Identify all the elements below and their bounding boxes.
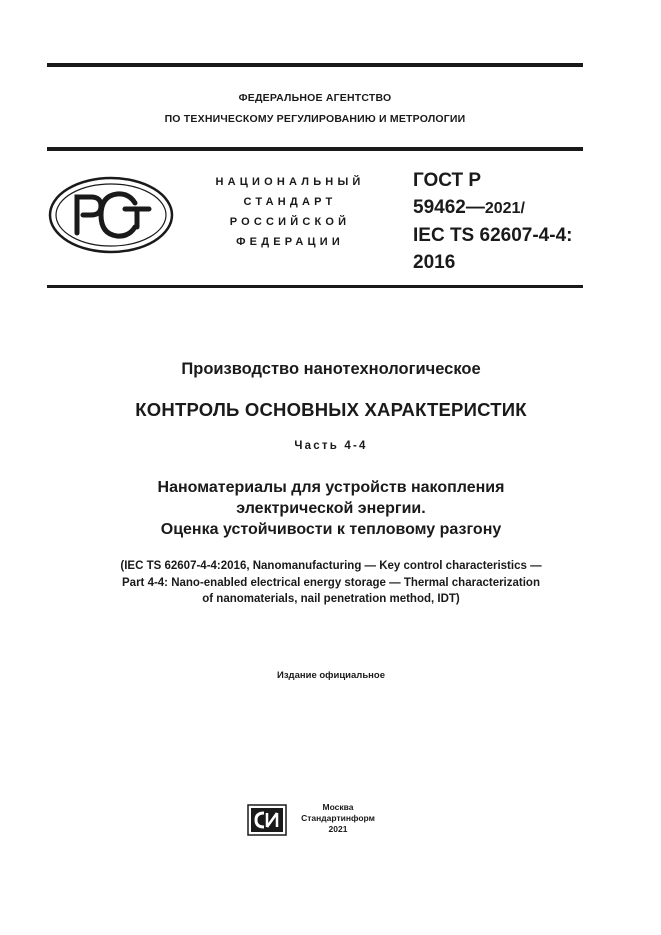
header-rule <box>47 147 583 151</box>
national-standard-line-2: СТАНДАРТ <box>243 196 337 208</box>
national-standard-line-1: НАЦИОНАЛЬНЫЙ <box>215 176 365 188</box>
designation-year: 2021/ <box>484 200 525 217</box>
designation-line-3: IEC TS 62607-4-4: <box>413 225 573 246</box>
designation-line-1: ГОСТ Р <box>413 170 482 191</box>
publisher-name: Стандартинформ <box>301 813 375 823</box>
national-standard-line-4: ФЕДЕРАЦИИ <box>236 236 344 248</box>
iec-line-3: of nanomaterials, nail penetration method, IDT) <box>202 593 460 605</box>
iec-reference <box>47 558 615 608</box>
title-main: Производство нанотехнологическое <box>181 360 481 378</box>
subtitle <box>47 477 615 540</box>
gost-logo <box>47 175 175 255</box>
designation-number: 59462— <box>413 197 485 218</box>
designation-line-2 <box>413 194 588 222</box>
subtitle-line-1: Наноматериалы для устройств накопления <box>157 479 505 496</box>
publisher-logo <box>247 804 287 836</box>
agency-line-2: ПО ТЕХНИЧЕСКОМУ РЕГУЛИРОВАНИЮ И МЕТРОЛОГИИ <box>164 113 466 125</box>
publisher-block <box>290 802 386 835</box>
iec-line-2: Part 4-4: Nano-enabled electrical energy storage — Thermal characterization <box>122 576 540 589</box>
designation-line-4: 2016 <box>413 252 456 273</box>
edition-label: Издание официальное <box>277 670 385 681</box>
top-rule <box>47 63 583 67</box>
subtitle-line-2: электрической энергии. <box>236 500 426 517</box>
iec-line-1: (IEC TS 62607-4-4:2016, Nanomanufacturing — Key control characteristics — <box>120 560 542 572</box>
national-standard-text <box>190 172 390 252</box>
subtitle-line-3: Оценка устойчивости к тепловому разгону <box>160 521 502 538</box>
part-number: Часть 4-4 <box>294 440 368 452</box>
agency-line-1: ФЕДЕРАЛЬНОЕ АГЕНТСТВО <box>238 92 392 104</box>
publisher-year: 2021 <box>328 824 348 834</box>
title-caps: КОНТРОЛЬ ОСНОВНЫХ ХАРАКТЕРИСТИК <box>135 399 527 420</box>
publisher-city: Москва <box>322 802 354 812</box>
national-standard-line-3: РОССИЙСКОЙ <box>229 216 351 228</box>
designation-rule <box>47 285 583 288</box>
standard-designation <box>413 167 588 276</box>
